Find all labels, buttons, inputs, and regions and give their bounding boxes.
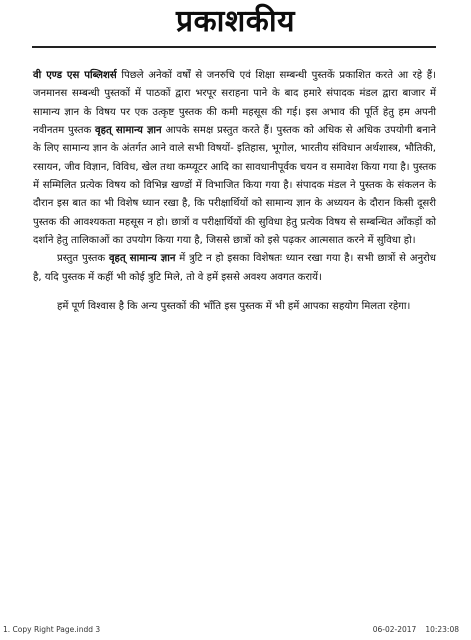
paragraph-errata <box>33 250 436 287</box>
footer-timestamp <box>373 625 459 635</box>
errata-text-part1: प्रस्तुत पुस्तक <box>57 253 109 265</box>
publisher-name: वी एण्ड एस पब्लिशर्स <box>33 70 117 81</box>
paragraph-intro <box>33 67 436 250</box>
book-title-repeat: वृहत् सामान्य ज्ञान <box>108 253 176 265</box>
heading-underline <box>32 46 436 48</box>
body-text <box>33 67 436 316</box>
footer-time: 10:23:08 <box>425 625 459 634</box>
footer-file-label: 1. Copy Right Page.indd 3 <box>3 625 101 634</box>
book-title: वृहत् सामान्य ज्ञान <box>95 125 162 137</box>
footer-date: 06-02-2017 <box>372 625 417 634</box>
intro-text-part2: आपके समक्ष प्रस्तुत करते हैं। पुस्तक को अधिक से अधिक उपयोगी बनाने के लिए सामान्य ज्ञान के अंतर्गत आने वाले सभी विषयों- इतिहास, भूगोल, भारतीय संविधान अर्थशास्त्र, भौतिकी, रसायन, जीव विज्ञान, विविध, खेल तथा कम्प्यूटर आदि का सावधानीपूर्वक चयन व समावेश किया गया है। पुस्तक में सम्मिलित प्रत्येक विषय को विभिन्न खण्डों में विभाजित किया गया है। संपादक मंडल ने पुस्तक के संकलन के दौरान इस बात का भी विशेष ध्यान रखा है, कि परीक्षार्थियों को सामान्य ज्ञान के अध्ययन के दौरान किसी दूसरी पुस्तक की आवश्यकता महसूस न हो। छात्रों व परीक्षार्थियों की सुविधा हेतु प्रत्येक विषय से सम्बन्धित आँकड़ों को दर्शाने हेतु तालिकाओं का उपयोग किया गया है, जिससे छात्रों को इसे पढ़कर आत्मसात करने में सुविधा हो। <box>33 125 437 247</box>
paragraph-closing: हमें पूर्ण विश्वास है कि अन्य पुस्तकों की भाँति इस पुस्तक में भी हमें आपका सहयोग मिलता रहेगा। <box>57 301 411 313</box>
page-heading: प्रकाशकीय <box>176 4 295 39</box>
errata-text-part2: में त्रुटि न हो इसका विशेषतः ध्यान रखा गया है। सभी छात्रों से अनुरोध है, यदि पुस्तक में कहीं भी कोई त्रुटि मिले, तो वे हमें इससे अवश्य अवगत करायें। <box>33 253 437 283</box>
intro-text-part1: पिछले अनेकों वर्षों से जनरुचि एवं शिक्षा सम्बन्धी पुस्तकें प्रकाशित करते आ रहे हैं। जनमानस सम्बन्धी पुस्तकों में पाठकों द्वारा भरपूर सराहना पाने के बाद हमारे संपादक मंडल द्वारा बाजार में सामान्य ज्ञान के विषय पर एक उत्कृष्ट पुस्तक की कमी महसूस की गई। इस अभाव की पूर्ति हेतु हम अपनी नवीनतम पुस्तक <box>33 70 436 137</box>
